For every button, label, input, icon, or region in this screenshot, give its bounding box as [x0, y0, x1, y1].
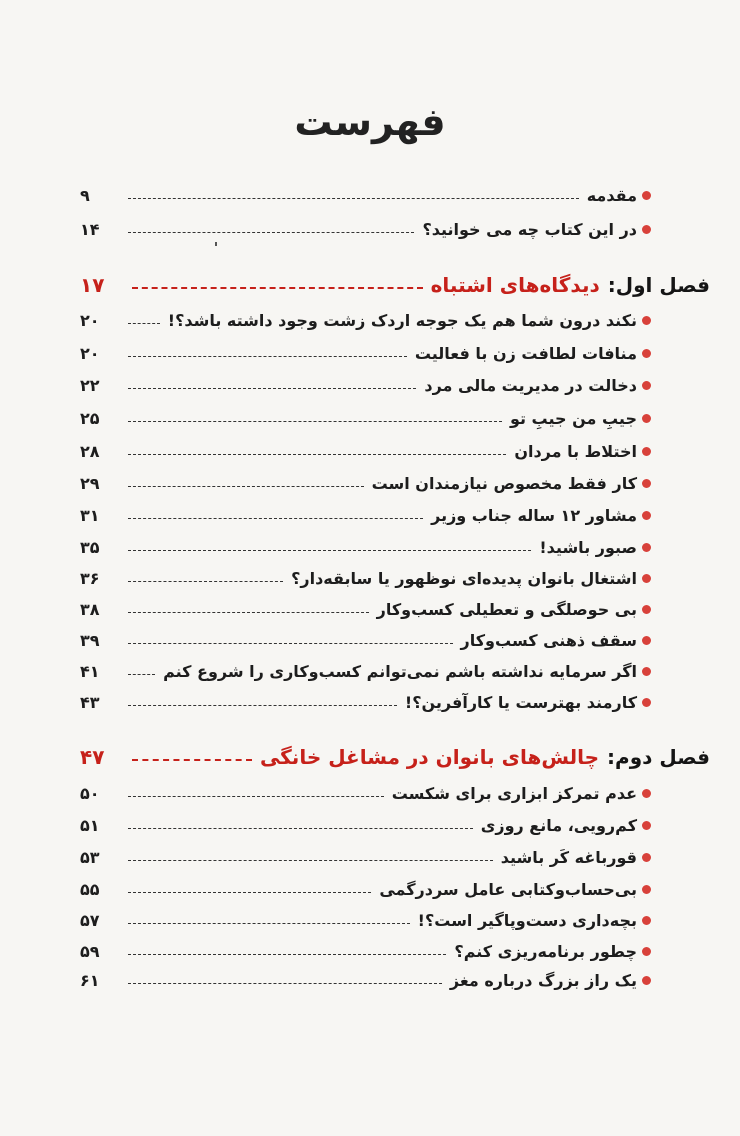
entry-title: دخالت در مدیریت مالی مرد — [424, 375, 637, 395]
toc-entry[interactable] — [80, 625, 653, 655]
entry-page-number: ۲۰ — [80, 310, 100, 330]
dot-leader — [128, 796, 384, 797]
entry-page-number: ۵۵ — [80, 879, 100, 899]
entry-title: بچه‌داری دست‌وپاگیر است؟! — [417, 910, 637, 930]
toc-entry[interactable] — [80, 563, 653, 593]
entry-title: یک راز بزرگ درباره مغز — [449, 970, 637, 990]
page-title: فهرست — [294, 100, 446, 144]
entry-title: در این کتاب چه می خوانید؟ — [422, 219, 637, 239]
bullet-icon — [642, 414, 651, 423]
entry-page-number: ۵۷ — [80, 910, 100, 930]
entry-title: سقف ذهنی کسب‌وکار — [460, 630, 637, 650]
bullet-icon — [642, 316, 651, 325]
bullet-icon — [642, 225, 651, 234]
toc-entry[interactable] — [80, 965, 653, 995]
toc-entry[interactable] — [80, 874, 653, 904]
dot-leader — [128, 923, 410, 924]
bullet-icon — [642, 789, 651, 798]
chapter-page-number: ۱۷ — [80, 273, 105, 297]
toc-entry[interactable] — [80, 594, 653, 624]
chapter-title: چالش‌های بانوان در مشاغل خانگی — [259, 745, 600, 769]
bullet-icon — [642, 574, 651, 583]
entry-page-number: ۵۳ — [80, 847, 100, 867]
toc-entry[interactable] — [80, 214, 653, 244]
toc-entry[interactable] — [80, 370, 653, 400]
entry-page-number: ۵۰ — [80, 783, 100, 803]
dot-leader — [128, 828, 473, 829]
dot-leader — [128, 860, 493, 861]
entry-page-number: ۶۱ — [80, 970, 100, 990]
entry-title: مقدمه — [586, 185, 637, 205]
toc-entry[interactable] — [80, 778, 653, 808]
entry-page-number: ۳۸ — [80, 599, 100, 619]
toc-entry[interactable] — [80, 338, 653, 368]
toc-entry[interactable] — [80, 305, 653, 335]
entry-page-number: ۵۱ — [80, 815, 100, 835]
dot-leader — [128, 705, 397, 706]
entry-title: منافات لطافت زن با فعالیت — [414, 343, 637, 363]
bullet-icon — [642, 947, 651, 956]
toc-entry[interactable] — [80, 842, 653, 872]
entry-page-number: ۳۱ — [80, 505, 100, 525]
dot-leader — [128, 454, 506, 455]
bullet-icon — [642, 479, 651, 488]
bullet-icon — [642, 381, 651, 390]
dot-leader — [132, 287, 423, 289]
entry-page-number: ۲۵ — [80, 408, 100, 428]
chapter-heading[interactable] — [80, 266, 710, 304]
entry-title: اختلاط با مردان — [514, 441, 637, 461]
toc-entry[interactable] — [80, 500, 653, 530]
entry-page-number: ۹ — [80, 185, 90, 205]
entry-page-number: ۲۸ — [80, 441, 100, 461]
bullet-icon — [642, 636, 651, 645]
dot-leader — [128, 612, 369, 613]
entry-title: کارمند بهترست یا کارآفرین؟! — [404, 692, 637, 712]
entry-title: بی‌حساب‌وکتابی عامل سردرگمی — [379, 879, 637, 899]
bullet-icon — [642, 821, 651, 830]
entry-page-number: ۲۲ — [80, 375, 100, 395]
toc-entry[interactable] — [80, 180, 653, 210]
toc-entry[interactable] — [80, 810, 653, 840]
dot-leader — [128, 643, 453, 644]
entry-title: صبور باشید! — [539, 537, 637, 557]
dot-leader — [128, 550, 531, 551]
chapter-label: فصل دوم: — [607, 745, 710, 769]
entry-title: نکند درون شما هم یک جوجه اردک زشت وجود داشته باشد؟! — [167, 310, 637, 330]
bullet-icon — [642, 605, 651, 614]
entry-title: کم‌رویی، مانع روزی — [480, 815, 637, 835]
chapter-page-number: ۴۷ — [80, 745, 105, 769]
bullet-icon — [642, 885, 651, 894]
entry-page-number: ۳۶ — [80, 568, 100, 588]
chapter-label: فصل اول: — [607, 273, 710, 297]
bullet-icon — [642, 853, 651, 862]
bullet-icon — [642, 698, 651, 707]
entry-title: عدم تمرکز ابزاری برای شکست — [391, 783, 637, 803]
entry-page-number: ۴۳ — [80, 692, 100, 712]
entry-title: بی حوصلگی و تعطیلی کسب‌وکار — [376, 599, 637, 619]
dot-leader — [132, 759, 252, 761]
dot-leader — [128, 486, 364, 487]
bullet-icon — [642, 916, 651, 925]
entry-title: مشاور ۱۲ ساله جناب وزیر — [431, 505, 637, 525]
entry-page-number: ۲۹ — [80, 473, 100, 493]
bullet-icon — [642, 191, 651, 200]
bullet-icon — [642, 511, 651, 520]
entry-page-number: ۳۵ — [80, 537, 100, 557]
toc-entry[interactable] — [80, 468, 653, 498]
dot-leader — [128, 388, 416, 389]
dot-leader — [128, 518, 423, 519]
entry-page-number: ۳۹ — [80, 630, 100, 650]
chapter-title: دیدگاه‌های اشتباه — [430, 273, 600, 297]
entry-title: قورباغه کَر باشید — [500, 847, 637, 867]
chapter-heading[interactable] — [80, 738, 710, 776]
toc-entry[interactable] — [80, 656, 653, 686]
toc-entry[interactable] — [80, 403, 653, 433]
bullet-icon — [642, 349, 651, 358]
entry-page-number: ۲۰ — [80, 343, 100, 363]
entry-title: کار فقط مخصوص نیازمندان است — [371, 473, 637, 493]
dot-leader — [128, 892, 371, 893]
toc-entry[interactable] — [80, 436, 653, 466]
dot-leader — [128, 356, 407, 357]
entry-title: اگر سرمایه نداشته باشم نمی‌توانم کسب‌وکاری را شروع کنم — [163, 661, 637, 681]
bullet-icon — [642, 976, 651, 985]
toc-entry[interactable] — [80, 905, 653, 935]
dot-leader — [128, 983, 442, 984]
dot-leader — [128, 674, 155, 675]
dot-leader — [128, 323, 160, 324]
entry-page-number: ۴۱ — [80, 661, 100, 681]
dot-leader — [128, 421, 502, 422]
toc-entry[interactable] — [80, 936, 653, 966]
dot-leader — [128, 581, 283, 582]
entry-title: چطور برنامه‌ریزی کنم؟ — [454, 941, 637, 961]
entry-title: جیبِ من جیبِ تو — [509, 408, 637, 428]
dot-leader — [128, 232, 414, 233]
bullet-icon — [642, 543, 651, 552]
dot-leader — [128, 198, 579, 199]
entry-page-number: ۵۹ — [80, 941, 100, 961]
bullet-icon — [642, 667, 651, 676]
entry-title: اشتغال بانوان پدیده‌ای نوظهور یا سابقه‌دار؟ — [291, 568, 637, 588]
toc-entry[interactable] — [80, 687, 653, 717]
toc-entry[interactable] — [80, 532, 653, 562]
bullet-icon — [642, 447, 651, 456]
dot-leader — [128, 954, 446, 955]
entry-page-number: ۱۴ — [80, 219, 100, 239]
